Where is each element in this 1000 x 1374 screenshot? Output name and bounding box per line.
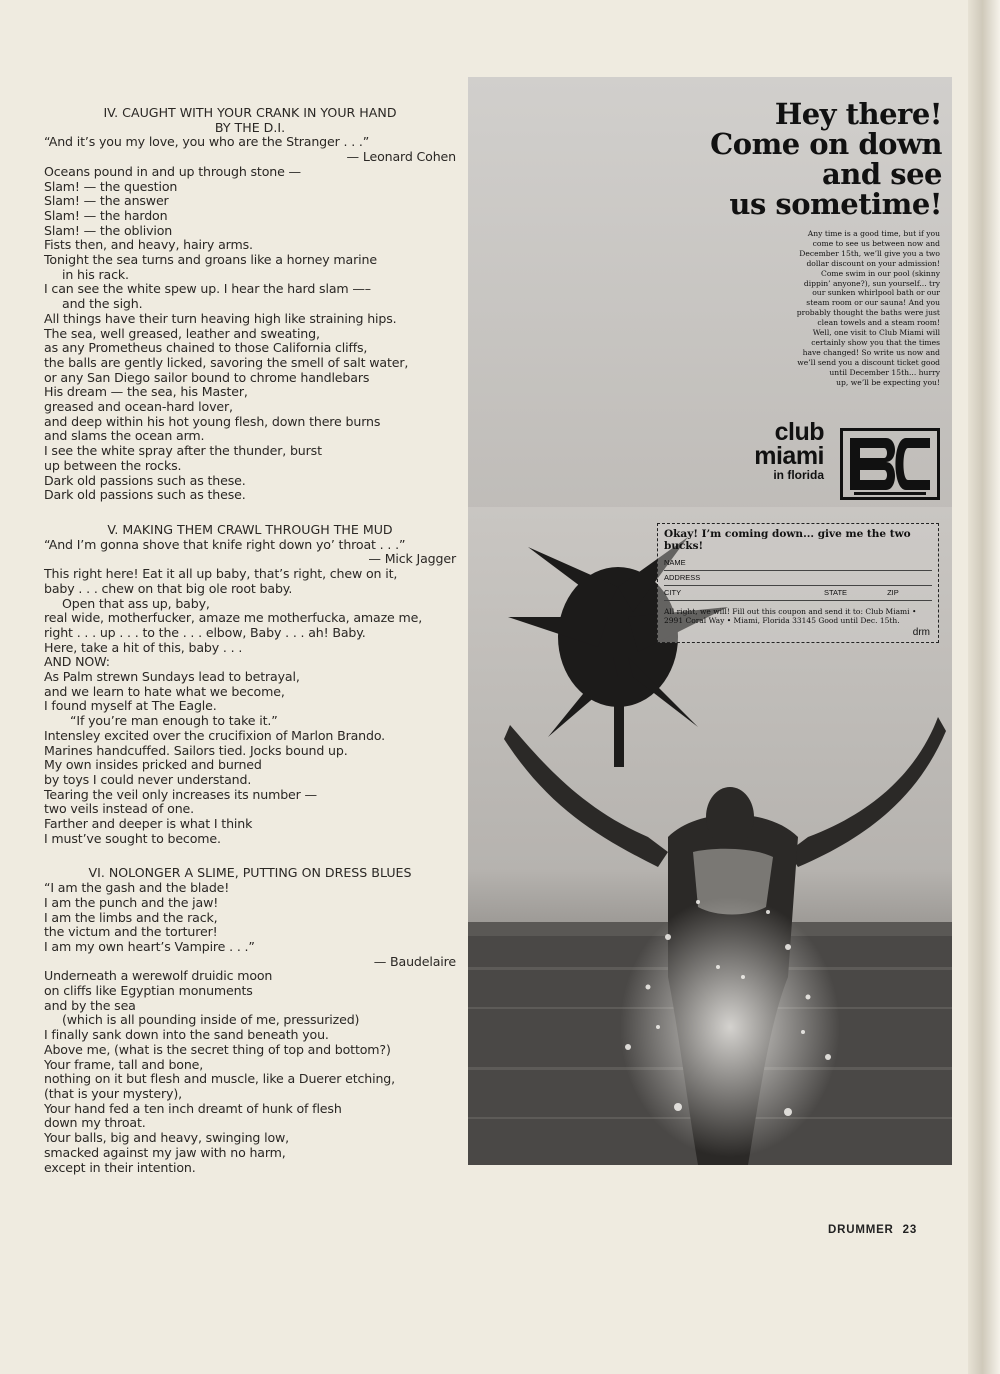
poem-line: (that is your mystery), bbox=[44, 1086, 182, 1101]
coupon-address-label: ADDRESS bbox=[664, 573, 701, 582]
poem-line: up between the rocks. bbox=[44, 457, 182, 473]
epigraph-attribution: — Mick Jagger bbox=[368, 551, 456, 567]
coupon-city-label: CITY bbox=[664, 588, 682, 597]
poem-line: Tearing the veil only increases its number — bbox=[44, 786, 317, 802]
club-name bbox=[700, 420, 824, 482]
epigraph-line: I am my own heart’s Vampire . . .” bbox=[44, 938, 255, 954]
poem-line: I finally sank down into the sand beneath you. bbox=[44, 1027, 329, 1043]
poem-line: smacked against my jaw with no harm, bbox=[44, 1144, 286, 1160]
magazine-name: DRUMMER bbox=[828, 1224, 894, 1236]
poem-line: by toys I could never understand. bbox=[44, 771, 252, 787]
poem-line: Slam! — the answer bbox=[44, 193, 169, 209]
club-name-line: miami bbox=[754, 442, 824, 470]
ad-headline-line: Come on down bbox=[710, 127, 942, 161]
coupon-state-label: STATE bbox=[824, 588, 848, 597]
epigraph-line: I am the punch and the jaw! bbox=[44, 894, 219, 910]
poem-line: and deep within his hot young flesh, down there burns bbox=[44, 413, 381, 429]
coupon-address-line bbox=[664, 571, 932, 586]
ad-body-line: our sunken whirlpool bath or our bbox=[812, 288, 940, 298]
poem-line: Oceans pound in and up through stone — bbox=[44, 163, 301, 179]
ad-body-line: have changed! So write us now and bbox=[802, 347, 940, 357]
poem-line: and slams the ocean arm. bbox=[44, 428, 205, 444]
page-footer bbox=[828, 1224, 922, 1236]
page-number: 23 bbox=[902, 1224, 918, 1236]
club-name-line: club bbox=[774, 418, 824, 446]
poem-section bbox=[44, 523, 456, 846]
poem-line: and we learn to hate what we become, bbox=[44, 683, 285, 699]
poem-section bbox=[44, 866, 456, 1175]
page-edge bbox=[968, 0, 1000, 1374]
poem-line: I must’ve sought to become. bbox=[44, 830, 221, 846]
poem-line: Your hand fed a ten inch dreamt of hunk of flesh bbox=[44, 1100, 342, 1116]
ad-headline-line: us sometime! bbox=[729, 187, 942, 221]
ad-body-line: dollar discount on your admission! bbox=[806, 258, 940, 268]
poem-line: I found myself at The Eagle. bbox=[44, 698, 217, 714]
poem-line: Intensley excited over the crucifixion of Marlon Brando. bbox=[44, 727, 386, 743]
poem-line: AND NOW: bbox=[44, 654, 110, 670]
poem-line: (which is all pounding inside of me, pressurized) bbox=[62, 1012, 360, 1028]
poem-line: I see the white spray after the thunder, burst bbox=[44, 443, 322, 459]
ad-body-line: Well, one visit to Club Miami will bbox=[812, 328, 940, 338]
poem-line: As Palm strewn Sundays lead to betrayal, bbox=[44, 669, 300, 685]
ad-body-line: come to see us between now and bbox=[812, 238, 940, 248]
club-location: in florida bbox=[773, 468, 824, 482]
poem-line: nothing on it but flesh and muscle, like a Duerer etching, bbox=[44, 1071, 395, 1087]
ad-headline-line: Hey there! bbox=[774, 97, 942, 131]
coupon-zip-label: ZIP bbox=[887, 588, 899, 597]
epigraph-line: “I am the gash and the blade! bbox=[44, 880, 230, 896]
coupon-name-label: NAME bbox=[664, 558, 686, 567]
ad-body-line: Come swim in our pool (skinny bbox=[821, 268, 940, 278]
ad-body-line: Any time is a good time, but if you bbox=[807, 229, 940, 238]
coupon-footer: All right, we will! Fill out this coupon and send it to: Club Miami • 2991 Coral Way • Miami, Florida 33145 Good until Dec. 15th. bbox=[664, 607, 917, 625]
poem-line: in his rack. bbox=[62, 266, 129, 282]
poem-line: All things have their turn heaving high like straining hips. bbox=[44, 310, 397, 326]
poem-column bbox=[44, 106, 456, 1195]
ad-body-line: certainly show you that the times bbox=[811, 337, 940, 347]
poem-line: Slam! — the oblivion bbox=[44, 222, 173, 238]
bc-logo-icon bbox=[840, 428, 940, 500]
ad-body-line: steam room or our sauna! And you bbox=[806, 298, 940, 308]
poem-line: two veils instead of one. bbox=[44, 801, 194, 817]
poem-line: “If you’re man enough to take it.” bbox=[70, 713, 278, 729]
poem-line: greased and ocean-hard lover, bbox=[44, 399, 233, 415]
section-heading: IV. CAUGHT WITH YOUR CRANK IN YOUR HAND bbox=[103, 105, 397, 120]
poem-line: or any San Diego sailor bound to chrome handlebars bbox=[44, 369, 370, 385]
poem-line: real wide, motherfucker, amaze me motherfucka, amaze me, bbox=[44, 610, 423, 626]
ad-body-line: until December 15th... hurry bbox=[829, 367, 940, 377]
poem-line: except in their intention. bbox=[44, 1159, 196, 1175]
poem-line: and by the sea bbox=[44, 997, 136, 1013]
poem-line: My own insides pricked and burned bbox=[44, 757, 262, 773]
poem-line: down my throat. bbox=[44, 1115, 146, 1131]
poem-line: This right here! Eat it all up baby, that’s right, chew on it, bbox=[44, 566, 398, 582]
epigraph-line: the victum and the torturer! bbox=[44, 924, 218, 940]
poem-line: Your balls, big and heavy, swinging low, bbox=[44, 1130, 290, 1146]
section-heading: BY THE D.I. bbox=[214, 119, 286, 135]
poem-line: Your frame, tall and bone, bbox=[44, 1056, 204, 1072]
poem-line: Above me, (what is the secret thing of top and bottom?) bbox=[44, 1041, 391, 1057]
poem-line: Fists then, and heavy, hairy arms. bbox=[44, 237, 253, 253]
ad-headline bbox=[710, 99, 942, 219]
ad-body-line: we’ll send you a discount ticket good bbox=[797, 357, 940, 367]
coupon bbox=[657, 523, 939, 643]
coupon-city-line bbox=[664, 586, 932, 601]
poem-line: Underneath a werewolf druidic moon bbox=[44, 968, 273, 984]
poem-line: Slam! — the question bbox=[44, 178, 178, 194]
poem-line: Here, take a hit of this, baby . . . bbox=[44, 639, 243, 655]
poem-line: the balls are gently licked, savoring the smell of salt water, bbox=[44, 354, 409, 370]
poem-line: Dark old passions such as these. bbox=[44, 472, 246, 488]
ad-body-line: clean towels and a steam room! bbox=[817, 318, 940, 328]
epigraph-line: I am the limbs and the rack, bbox=[44, 909, 218, 925]
epigraph-attribution: — Baudelaire bbox=[373, 953, 456, 969]
poem-line: Tonight the sea turns and groans like a horney marine bbox=[44, 252, 377, 268]
coupon-name-line bbox=[664, 556, 932, 571]
ad-body-line: up, we’ll be expecting you! bbox=[836, 377, 940, 387]
ad-body-line: dippin’ anyone?), sun yourself... try bbox=[803, 278, 940, 288]
section-heading: V. MAKING THEM CRAWL THROUGH THE MUD bbox=[107, 521, 393, 537]
ad-body-copy bbox=[692, 229, 940, 388]
epigraph-attribution: — Leonard Cohen bbox=[346, 149, 456, 165]
section-heading: VI. NOLONGER A SLIME, PUTTING ON DRESS BLUES bbox=[88, 865, 412, 881]
poem-line: His dream — the sea, his Master, bbox=[44, 384, 248, 400]
poem-line: baby . . . chew on that big ole root baby. bbox=[44, 580, 293, 596]
poem-line: Open that ass up, baby, bbox=[62, 595, 210, 611]
poem-line: Dark old passions such as these. bbox=[44, 487, 246, 503]
epigraph: “And I’m gonna shove that knife right down yo’ throat . . .” bbox=[44, 536, 406, 552]
coupon-code: drm bbox=[912, 627, 930, 638]
poem-line: Farther and deeper is what I think bbox=[44, 816, 253, 832]
poem-line: Marines handcuffed. Sailors tied. Jocks bound up. bbox=[44, 742, 348, 758]
ad-body-line: probably thought the baths were just bbox=[796, 308, 940, 318]
poem-line: right . . . up . . . to the . . . elbow, Baby . . . ah! Baby. bbox=[44, 624, 366, 640]
poem-line: and the sigh. bbox=[62, 296, 143, 312]
coupon-title: Okay! I’m coming down... give me the two bucks! bbox=[664, 528, 911, 552]
club-miami-ad bbox=[468, 77, 952, 1165]
poem-line: The sea, well greased, leather and sweating, bbox=[44, 325, 320, 341]
poem-line: on cliffs like Egyptian monuments bbox=[44, 983, 253, 999]
poem-line: Slam! — the hardon bbox=[44, 207, 168, 223]
poem-line: as any Prometheus chained to those California cliffs, bbox=[44, 340, 368, 356]
ad-body-line: December 15th, we’ll give you a two bbox=[799, 248, 940, 258]
epigraph: “And it’s you my love, you who are the Stranger . . .” bbox=[44, 134, 370, 150]
poem-line: I can see the white spew up. I hear the hard slam —– bbox=[44, 281, 371, 297]
poem-section bbox=[44, 106, 456, 503]
ad-headline-line: and see bbox=[822, 157, 942, 191]
